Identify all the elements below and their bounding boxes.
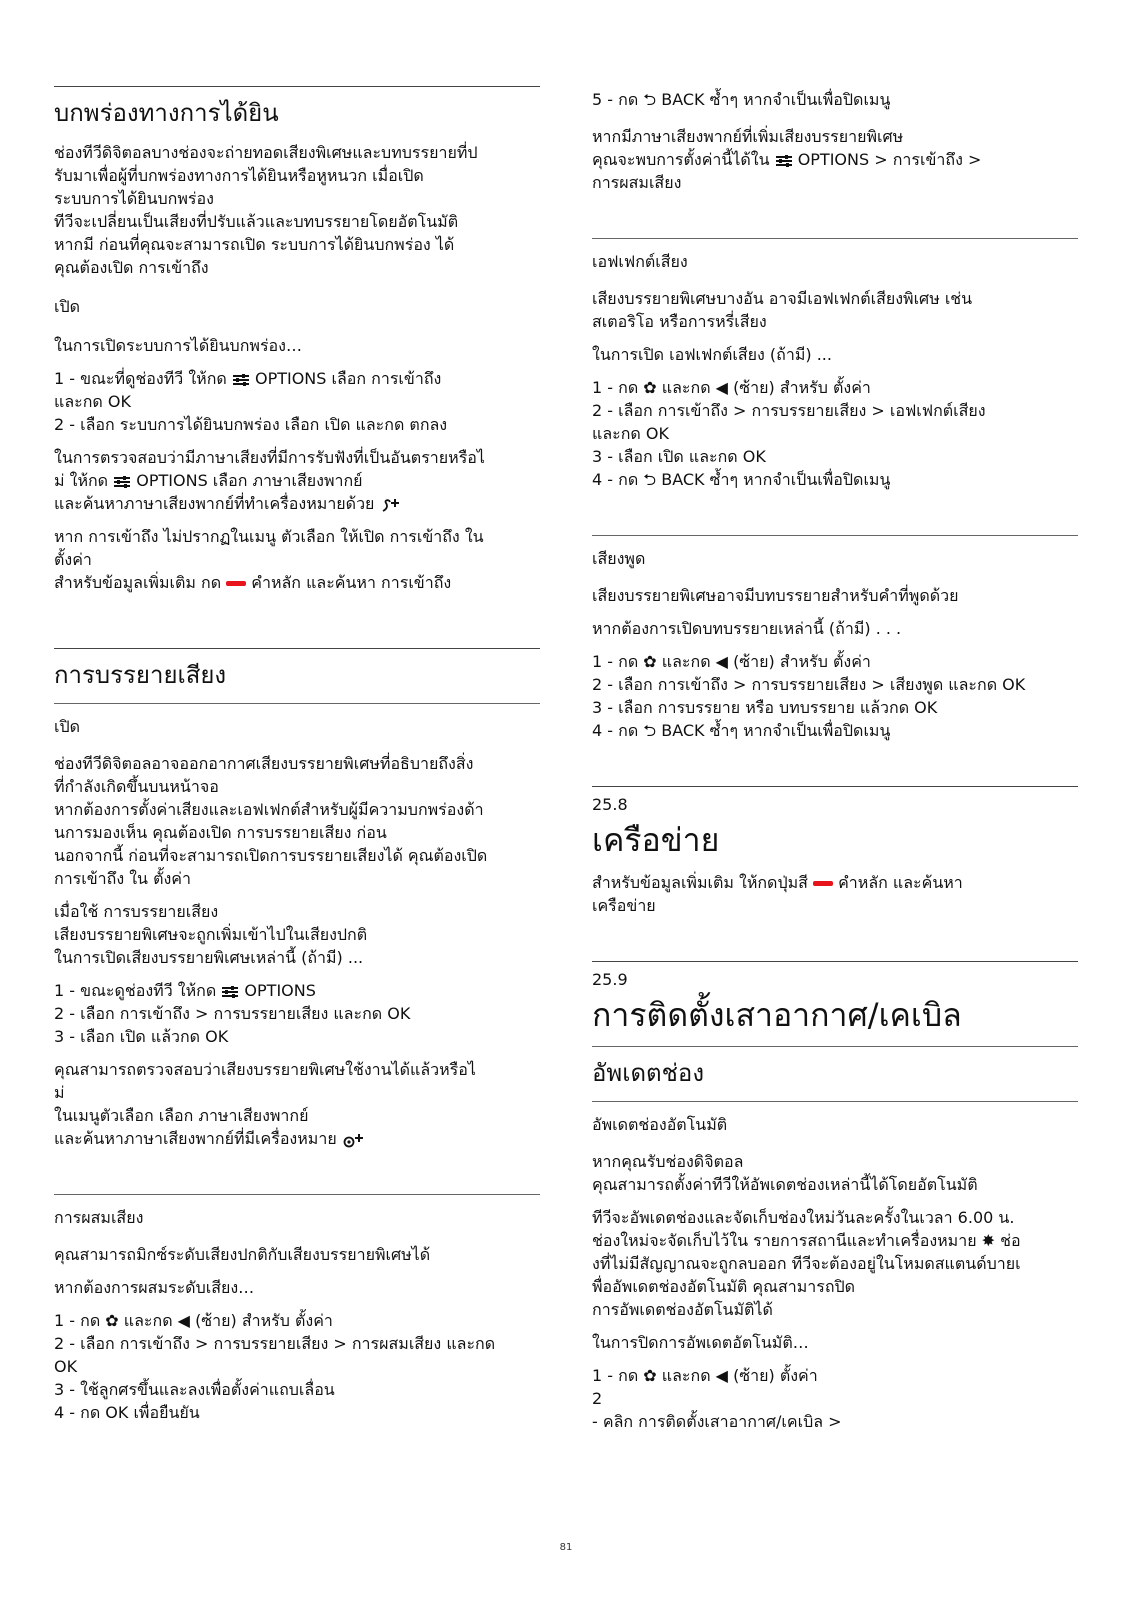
sub-rule	[54, 703, 540, 704]
top-step-5: 5 - กด ⮌ BACK ซ้ำๆ หากจำเป็นเพื่อปิดเมนู	[592, 90, 891, 109]
hearing-title: บกพร่องทางการได้ยิน	[54, 99, 279, 127]
back-icon: ⮌	[643, 90, 657, 109]
sub-rule	[592, 535, 1078, 536]
sub-rule	[592, 1101, 1078, 1102]
options-icon	[113, 475, 131, 489]
hearing-intro: ช่องทีวีดิจิตอลบางช่องจะถ่ายทอดเสียงพิเศษและบทบรรยายที่ป รับมาเพื่อผู้ที่บกพร่องทางการได้ยินหรือหูหนวก เมื่อเปิด ระบบการได้ยินบกพร่อง ทีวีจะเปลี่ยนเป็นเสียงที่ปรับแล้วและบทบรรยายโดยอัตโนมัติ หากมี ก่อนที่คุณจะสามารถเปิด ระบบการได้ยินบกพร่อง ได้ คุณต้องเปิด การเข้าถึง	[54, 143, 478, 277]
back-icon: ⮌	[643, 721, 657, 740]
audio-desc-when: เมื่อใช้ การบรรยายเสียง เสียงบรรยายพิเศษจะถูกเพิ่มเข้าไปในเสียงปกติ ในการเปิดเสียงบรรยายพิเศษเหล่านี้ (ถ้ามี) ...	[54, 902, 368, 967]
hearing-on-label: เปิด	[54, 297, 81, 316]
channel-update-title: อัพเดตช่อง	[592, 1059, 705, 1087]
mix-p2: หากต้องการผสมระดับเสียง…	[54, 1278, 255, 1297]
section-rule	[54, 648, 540, 649]
left-column	[54, 86, 540, 1434]
audio-desc-steps-2-3: 2 - เลือก การเข้าถึง > การบรรยายเสียง และกด OK 3 - เลือก เปิด แล้วกด OK	[54, 1004, 411, 1046]
speech-p1: เสียงบรรยายพิเศษอาจมีบทบรรยายสำหรับคำที่พูดด้วย	[592, 586, 959, 605]
speech-step-4: 4 - กด ⮌ BACK ซ้ำๆ หากจำเป็นเพื่อปิดเมนู	[592, 721, 891, 740]
right-column	[592, 88, 1078, 1443]
gear-icon: ✿	[643, 652, 657, 671]
hearing-check: ในการตรวจสอบว่ามีภาษาเสียงที่มีการรับฟังที่เป็นอันตรายหรือไ ม่ ให้กด OPTIONS เลือก ภาษาเสียงพากย์ และค้นหาภาษาเสียงพากย์ที่ทำเครื่องหมายด้วย	[54, 448, 485, 513]
options-icon	[221, 985, 239, 999]
effects-title: เอฟเฟกต์เสียง	[592, 252, 688, 271]
section-rule	[54, 86, 540, 87]
sub-rule	[54, 1194, 540, 1195]
gear-icon: ✿	[105, 1311, 119, 1330]
install-step-1: 1 - กด ✿ และกด ◀ (ซ้าย) ตั้งค่า	[592, 1366, 818, 1385]
speech-step-1: 1 - กด ✿ และกด ◀ (ซ้าย) สำหรับ ตั้งค่า	[592, 652, 871, 671]
audio-desc-title: การบรรยายเสียง	[54, 661, 227, 689]
sub-rule	[592, 238, 1078, 239]
mix-p1: คุณสามารถมิกซ์ระดับเสียงปกติกับเสียงบรรยายพิเศษได้	[54, 1245, 431, 1264]
hearing-impaired-icon	[380, 497, 402, 513]
hearing-note: หาก การเข้าถึง ไม่ปรากฏในเมนู ตัวเลือก ให้เปิด การเข้าถึง ใน ตั้งค่า	[54, 527, 484, 569]
effects-p1: เสียงบรรยายพิเศษบางอัน อาจมีเอฟเฟกต์เสียงพิเศษ เช่น สเตอริโอ หรือการหรี่เสียง	[592, 289, 973, 331]
audio-desc-intro: ช่องทีวีดิจิตอลอาจออกอากาศเสียงบรรยายพิเศษที่อธิบายถึงสิ่ง ที่กำลังเกิดขึ้นบนหน้าจอ หากต้องการตั้งค่าเสียงและเอฟเฟกต์สำหรับผู้มีความบกพร่องด้า นการมองเห็น คุณต้องเปิด การบรรยายเสียง ก่อน นอกจากนี้ ก่อนที่จะสามารถเปิดการบรรยายเสียงได้ คุณต้องเปิด การเข้าถึง ใน ตั้งค่า	[54, 754, 488, 888]
network-title: เครือข่าย	[592, 821, 720, 859]
hearing-step-1: 1 - ขณะที่ดูช่องทีวี ให้กด OPTIONS เลือก การเข้าถึง และกด OK	[54, 369, 442, 411]
mix-steps-rest: 2 - เลือก การเข้าถึง > การบรรยายเสียง > การผสมเสียง และกด OK 3 - ใช้ลูกศรขึ้นและลงเพื่อตั้งค่าแถบเลื่อน 4 - กด OK เพื่อยืนยัน	[54, 1334, 496, 1422]
effects-steps-2-3: 2 - เลือก การเข้าถึง > การบรรยายเสียง > เอฟเฟกต์เสียง และกด OK 3 - เลือก เปิด และกด OK	[592, 401, 986, 466]
install-p1: หากคุณรับช่องดิจิตอล คุณสามารถตั้งค่าทีวีให้อัพเดตช่องเหล่านี้ได้โดยอัตโนมัติ	[592, 1152, 978, 1194]
effects-step-1: 1 - กด ✿ และกด ◀ (ซ้าย) สำหรับ ตั้งค่า	[592, 378, 871, 397]
install-title: การติดตั้งเสาอากาศ/เคเบิล	[592, 996, 962, 1034]
speech-steps-2-3: 2 - เลือก การเข้าถึง > การบรรยายเสียง > เสียงพูด และกด OK 3 - เลือก การบรรยาย หรือ บทบรรยาย แล้วกด OK	[592, 675, 1026, 717]
speech-title: เสียงพูด	[592, 549, 646, 568]
hearing-more-info: สำหรับข้อมูลเพิ่มเติม กด คำหลัก และค้นหา การเข้าถึง	[54, 573, 452, 592]
back-icon: ⮌	[643, 470, 657, 489]
install-p3: ในการปิดการอัพเดตอัตโนมัติ…	[592, 1333, 809, 1352]
mix-step-1: 1 - กด ✿ และกด ◀ (ซ้าย) สำหรับ ตั้งค่า	[54, 1311, 333, 1330]
gear-icon: ✿	[643, 1366, 657, 1385]
chapter-rule	[592, 786, 1078, 787]
network-number: 25.8	[592, 795, 628, 814]
red-key-icon	[226, 581, 246, 586]
options-icon	[232, 373, 250, 387]
options-icon	[775, 154, 793, 168]
top-note: หากมีภาษาเสียงพากย์ที่เพิ่มเสียงบรรยายพิเศษ คุณจะพบการตั้งค่านี้ได้ใน OPTIONS > การเข้าถึง > การผสมเสียง	[592, 127, 982, 192]
effects-step-4: 4 - กด ⮌ BACK ซ้ำๆ หากจำเป็นเพื่อปิดเมนู	[592, 470, 891, 489]
mix-title: การผสมเสียง	[54, 1208, 144, 1227]
gear-icon: ✿	[643, 378, 657, 397]
audio-description-icon	[342, 1132, 366, 1148]
section-rule	[592, 1046, 1078, 1047]
audio-desc-check: คุณสามารถตรวจสอบว่าเสียงบรรยายพิเศษใช้งานได้แล้วหรือไ ม่ ในเมนูตัวเลือก เลือก ภาษาเสียงพากย์ และค้นหาภาษาเสียงพากย์ที่มีเครื่องหมาย	[54, 1060, 476, 1148]
red-key-icon	[813, 881, 833, 886]
effects-p2: ในการเปิด เอฟเฟกต์เสียง (ถ้ามี) ...	[592, 345, 832, 364]
install-number: 25.9	[592, 970, 628, 989]
page-number: 81	[559, 1542, 573, 1553]
auto-update-label: อัพเดตช่องอัตโนมัติ	[592, 1115, 728, 1134]
audio-desc-on-label: เปิด	[54, 717, 81, 736]
hearing-step-2: 2 - เลือก ระบบการได้ยินบกพร่อง เลือก เปิด และกด ตกลง	[54, 415, 448, 434]
audio-desc-step-1: 1 - ขณะดูช่องทีวี ให้กด OPTIONS	[54, 981, 316, 1000]
chapter-rule	[592, 961, 1078, 962]
network-info: สำหรับข้อมูลเพิ่มเติม ให้กดปุ่มสี คำหลัก และค้นหา เครือข่าย	[592, 873, 963, 915]
speech-p2: หากต้องการเปิดบทบรรยายเหล่านี้ (ถ้ามี) . . .	[592, 619, 902, 638]
install-step-2: 2 - คลิก การติดตั้งเสาอากาศ/เคเบิล >	[592, 1389, 842, 1431]
star-icon: ✸	[981, 1231, 996, 1250]
install-p2: ทีวีจะอัพเดตช่องและจัดเก็บช่องใหม่วันละครั้งในเวลา 6.00 น. ช่องใหม่จะจัดเก็บไว้ใน รายการสถานีและทำเครื่องหมาย ✸ ช่อ งที่ไม่มีสัญญาณจะถูกลบออก ทีวีจะต้องอยู่ในโหมดสแตนด์บายเ พื่ออัพเดตช่องอัตโนมัติ คุณสามารถปิด การอัพเดตช่องอัตโนมัติได้	[592, 1208, 1021, 1319]
hearing-turn-on: ในการเปิดระบบการได้ยินบกพร่อง…	[54, 336, 302, 355]
